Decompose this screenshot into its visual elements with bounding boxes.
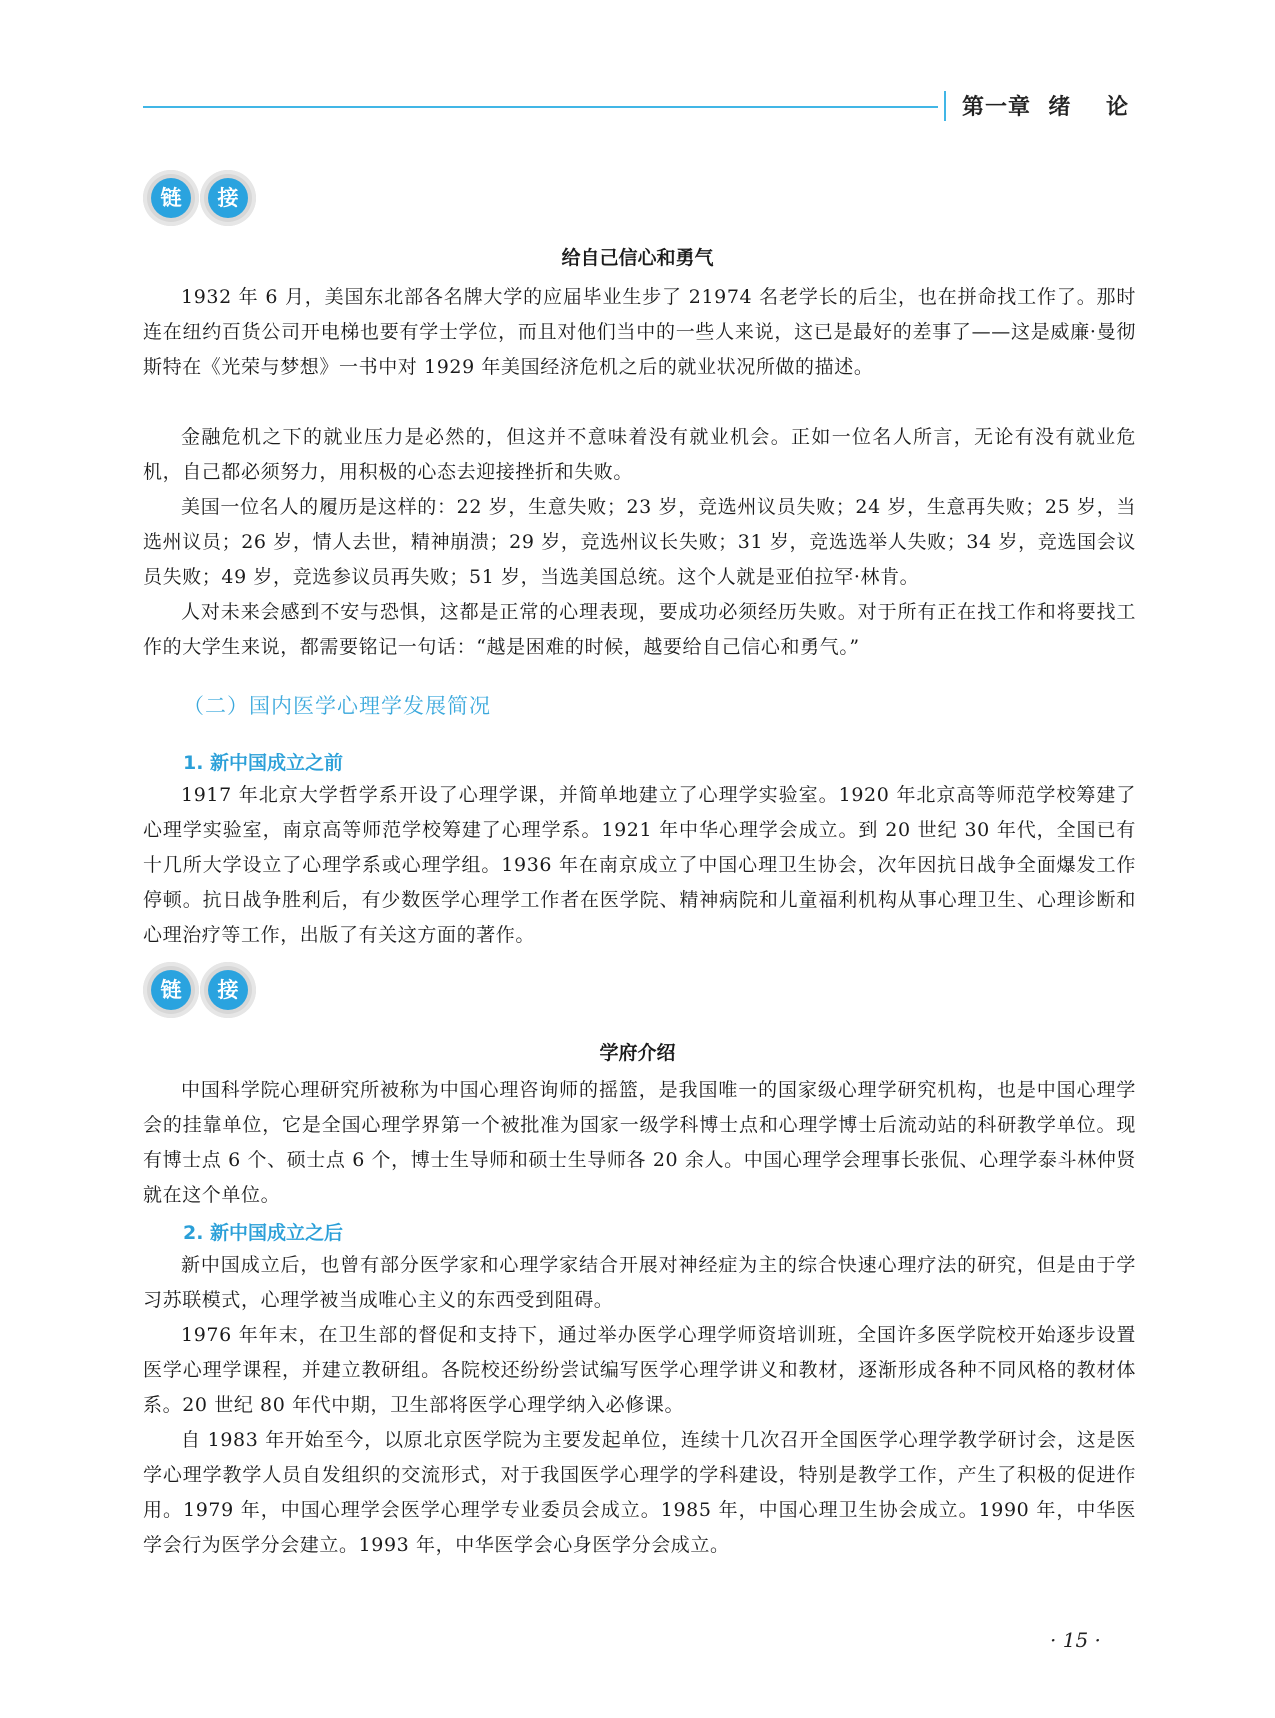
link-badge-char: 接 [208,970,248,1010]
chapter-title: 第一章 绪 论 [962,95,1129,120]
header-divider [944,91,946,121]
box-paragraph: 美国一位名人的履历是这样的：22 岁，生意失败；23 岁，竞选州议员失败；24 岁，生意再失败；25 岁，当选州议员；26 岁，情人去世，精神崩溃；29 岁，竞选州议长失败；31 岁，竞选选举人失败；34 岁，竞选国会议员失败；49 岁，竞选参议员再失败；51 岁，当选美国总统。这个人就是亚伯拉罕·林肯。 [143,496,1136,588]
link-badge-circle [200,170,256,226]
box-paragraph: 1932 年 6 月，美国东北部各名牌大学的应届毕业生步了 21974 名老学长的后尘，也在拼命找工作了。那时连在纽约百货公司开电梯也要有学士学位，而且对他们当中的一些人来说，这已是最好的差事了——这是威廉·曼彻斯特在《光荣与梦想》一书中对 1929 年美国经济危机之后的就业状况所做的描述。 [143,286,1136,378]
body-paragraph: 自 1983 年开始至今，以原北京医学院为主要发起单位，连续十几次召开全国医学心理学教学研讨会，这是医学心理学教学人员自发组织的交流形式，对于我国医学心理学的学科建设，特别是教学工作，产生了积极的促进作用。1979 年，中国心理学会医学心理学专业委员会成立。1985 年，中国心理卫生协会成立。1990 年，中华医学会行为医学分会建立。1993 年，中华医学会心身医学分会成立。 [143,1429,1136,1556]
page-number: · 15 · [1050,1628,1101,1652]
box-title: 给自己信心和勇气 [561,247,714,269]
link-badge [143,962,267,1022]
link-badge [143,170,267,230]
box-paragraph: 金融危机之下的就业压力是必然的，但这并不意味着没有就业机会。正如一位名人所言，无论有没有就业危机，自己都必须努力，用积极的心态去迎接挫折和失败。 [143,426,1136,483]
link-badge-circle [143,962,199,1018]
link-badge-char: 接 [208,178,248,218]
link-badge-char: 链 [151,970,191,1010]
link-badge-char: 链 [151,178,191,218]
body-paragraph: 1976 年年末，在卫生部的督促和支持下，通过举办医学心理学师资培训班，全国许多医学院校开始逐步设置医学心理学课程，并建立教研组。各院校还纷纷尝试编写医学心理学讲义和教材，逐渐形成各种不同风格的教材体系。20 世纪 80 年代中期，卫生部将医学心理学纳入必修课。 [143,1324,1136,1416]
body-paragraph: 1917 年北京大学哲学系开设了心理学课，并简单地建立了心理学实验室。1920 年北京高等师范学校筹建了心理学实验室，南京高等师范学校筹建了心理学系。1921 年中华心理学会成立。到 20 世纪 30 年代，全国已有十几所大学设立了心理学系或心理学组。1936 年在南京成立了中国心理卫生协会，次年因抗日战争全面爆发工作停顿。抗日战争胜利后，有少数医学心理学工作者在医学院、精神病院和儿童福利机构从事心理卫生、心理诊断和心理治疗等工作，出版了有关这方面的著作。 [143,784,1136,946]
box-title: 学府介绍 [599,1042,676,1064]
link-badge-circle [200,962,256,1018]
section-heading: （二）国内医学心理学发展简况 [183,694,491,718]
header-rule [143,106,938,108]
subsection-heading: 2. 新中国成立之后 [183,1222,344,1244]
box-paragraph: 中国科学院心理研究所被称为中国心理咨询师的摇篮，是我国唯一的国家级心理学研究机构，也是中国心理学会的挂靠单位，它是全国心理学界第一个被批准为国家一级学科博士点和心理学博士后流动站的科研教学单位。现有博士点 6 个、硕士点 6 个，博士生导师和硕士生导师各 20 余人。中国心理学会理事长张侃、心理学泰斗林仲贤就在这个单位。 [143,1079,1136,1206]
link-badge-circle [143,170,199,226]
box-paragraph: 人对未来会感到不安与恐惧，这都是正常的心理表现，要成功必须经历失败。对于所有正在找工作和将要找工作的大学生来说，都需要铭记一句话：“越是困难的时候，越要给自己信心和勇气。” [143,601,1136,658]
body-paragraph: 新中国成立后，也曾有部分医学家和心理学家结合开展对神经症为主的综合快速心理疗法的研究，但是由于学习苏联模式，心理学被当成唯心主义的东西受到阻碍。 [143,1254,1136,1311]
subsection-heading: 1. 新中国成立之前 [183,752,344,774]
